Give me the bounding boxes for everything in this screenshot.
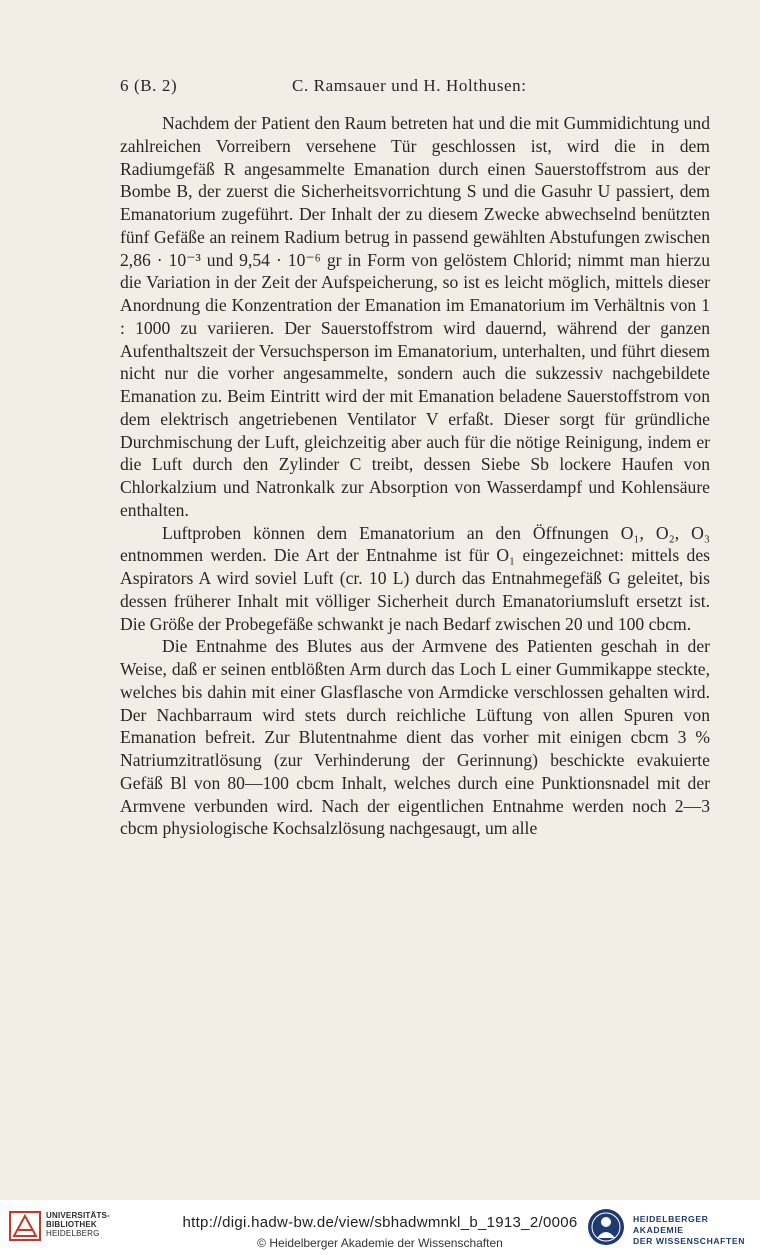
permalink-url[interactable]: http://digi.hadw-bw.de/view/sbhadwmnkl_b_1913_2/0006 [182,1214,578,1231]
copyright-notice: © Heidelberger Akademie der Wissenschaften [257,1236,503,1250]
paragraph: Luftproben können dem Emanatorium an den Öffnungen O₁, O₂, O₃ entnommen werden. Die Art der Entnahme ist für O₁ eingezeichnet: mittels des Aspirators A wird soviel Luft (cr. 10 L) durch das Entnahmegefäß G geleitet, bis dessen früherer Inhalt mit völliger Sicherheit durch Emanatoriumsluft ersetzt ist. Die Größe der Probegefäße schwankt je nach Bedarf zwischen 20 und 100 cbcm. [120,522,710,634]
body-text [120,112,710,840]
page-number: 6 (B. 2) [120,76,178,95]
academy-seal-icon [586,1207,626,1247]
library-name: UNIVERSITÄTS- BIBLIOTHEK HEIDELBERG [46,1211,110,1238]
footer-bar [0,1200,760,1255]
academy-name: HEIDELBERGER AKADEMIE DER WISSENSCHAFTEN [633,1214,746,1246]
paragraph: Die Entnahme des Blutes aus der Armvene des Patienten geschah in der Weise, daß er seinen entblößten Arm durch das Loch L einer Gummikappe steckte, welches bis dahin mit einer Glasflasche von Armdicke verschlossen gehalten wird. Der Nachbarraum wird stets durch reichliche Lüftung von allen Spuren von Emanation befreit. Zur Blutentnahme dient das vorher mit einigen cbcm 3 % Natriumzitratlösung (zur Verhinderung der Gerinnung) beschickte evakuierte Gefäß Bl von 80—100 cbcm Inhalt, welches durch eine Punktionsnadel mit der Armvene verbunden wird. Nach der eigentlichen Entnahme werden noch 2—3 cbcm physiologische Kochsalzlösung nachgesaugt, um alle [120,636,710,839]
running-title: C. Ramsauer und H. Holthusen: [292,76,527,95]
paragraph: Nachdem der Patient den Raum betreten hat und die mit Gummidichtung und zahlreichen Vorreibern versehene Tür geschlossen ist, wird die in dem Radiumgefäß R angesammelte Emanation durch einen Sauerstoffstrom aus der Bombe B, der zuerst die Sicherheitsvorrichtung S und die Gasuhr U passiert, dem Emanatorium zugeführt. Der Inhalt der zu diesem Zwecke abwechselnd benützten fünf Gefäße an reinem Radium betrug in passend gewählten Abstufungen zwischen 2,86 · 10⁻³ und 9,54 · 10⁻⁶ gr in Form von gelöstem Chlorid; nimmt man hierzu die Variation in der Zeit der Aufspeicherung, so ist es leicht möglich, mittels dieser Anordnung die Konzentration der Emanation im Emanatorium im Verhältnis von 1 : 1000 zu variieren. Der Sauerstoffstrom wird dauernd, während der ganzen Aufenthaltszeit der Versuchsperson im Emanatorium, unterhalten, und führt diesem nicht nur die vorher angesammelte, sondern auch die sukzessiv nachgebildete Emanation zu. Beim Eintritt wird der mit Emanation beladene Sauerstoffstrom von dem elektrisch angetriebenen Ventilator V erfaßt. Dieser sorgt für gründliche Durchmischung der Luft, gleichzeitig aber auch für die nötige Reinigung, indem er die Luft durch den Zylinder C treibt, dessen Siebe Sb lockere Haufen von Chlorkalzium und Natronkalk zur Absorption von Wasserdampf und Kohlensäure enthalten. [120,113,710,520]
running-header [120,76,710,100]
